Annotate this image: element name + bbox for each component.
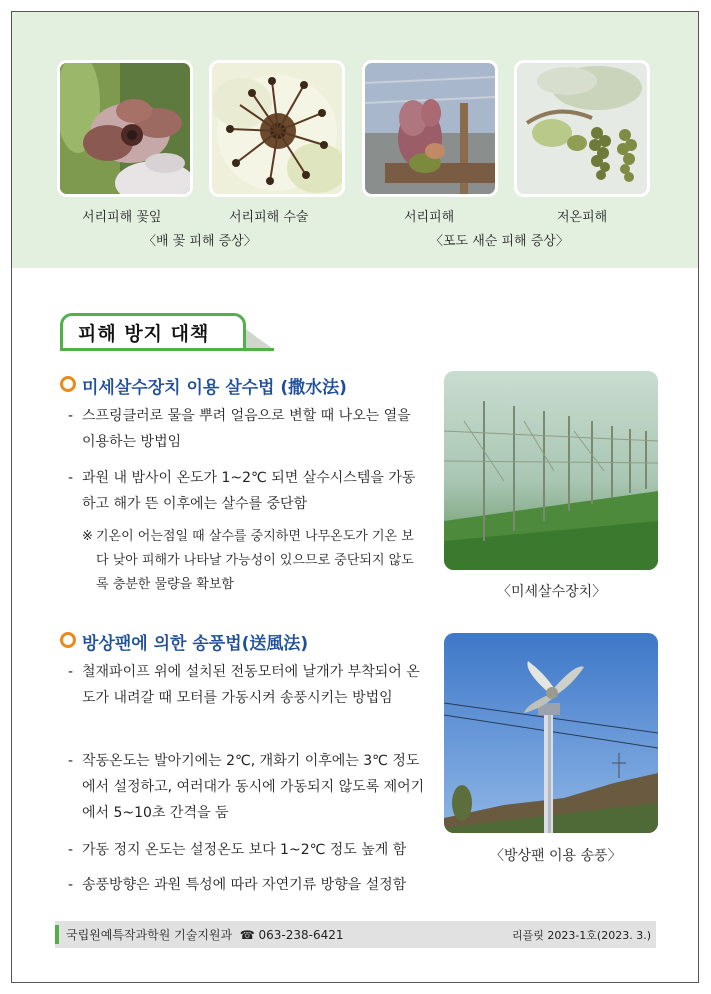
method-heading-sprinkling: 미세살수장치 이용 살수법 (撒水法) <box>60 373 347 398</box>
photo-caption-grape-cold: 저온피해 <box>557 210 608 225</box>
photo-pear-stamen-damage <box>209 60 345 197</box>
photo-caption-pear-stamen: 서리피해 수술 <box>229 210 309 225</box>
bullet-item: - 송풍방향은 과원 특성에 따라 자연기류 방향을 설정함 <box>68 877 407 893</box>
section-title: 피해 방지 대책 <box>78 323 210 345</box>
note-item: ※ 기온이 어는점일 때 살수를 중지하면 나무온도가 기온 보다 낮아 피해가 나타날 가능성이 있으므로 중단되지 않도록 충분한 물량을 확보함 <box>82 529 414 592</box>
bullet-item: - 스프링클러로 물을 뿌려 얼음으로 변할 때 나오는 열을 이용하는 방법임 <box>68 408 411 450</box>
group-caption-grape: 〈포도 새순 피해 증상〉 <box>430 234 569 249</box>
bullet-circle-icon <box>60 632 76 648</box>
photo-micro-sprinkler <box>444 371 658 570</box>
footer-accent-bar <box>55 925 59 944</box>
section-underline <box>60 348 274 351</box>
section-tab-wedge <box>243 327 273 349</box>
photo-grape-frost-damage <box>362 60 498 197</box>
photo-caption-micro-sprinkler: 〈미세살수장치〉 <box>497 584 607 600</box>
group-caption-pear: 〈배 꽃 피해 증상〉 <box>143 234 257 249</box>
photo-caption-grape-frost: 서리피해 <box>404 210 455 225</box>
footer-phone: ☎ 063-238-6421 <box>239 928 344 942</box>
footer-org: 국립원예특작과학원 기술지원과 ☎ 063-238-6421 <box>66 928 344 942</box>
bullet-circle-icon <box>60 376 76 392</box>
photo-caption-pear-petal: 서리피해 꽃잎 <box>82 210 162 225</box>
photo-caption-frost-fan: 〈방상팬 이용 송풍〉 <box>490 848 622 864</box>
bullet-item: - 작동온도는 발아기에는 2℃, 개화기 이후에는 3℃ 정도에서 설정하고, 여러대가 동시에 가동되지 않도록 제어기에서 5~10초 간격을 둠 <box>68 753 425 821</box>
bullet-item: - 철재파이프 위에 설치된 전동모터에 날개가 부착되어 온도가 내려갈 때 모터를 가동시켜 송풍시키는 방법임 <box>68 664 420 706</box>
photo-grape-cold-damage <box>514 60 650 197</box>
bullet-item: - 과원 내 밤사이 온도가 1~2℃ 되면 살수시스템을 가동하고 해가 뜬 이후에는 살수를 중단함 <box>68 470 416 512</box>
bullet-item: - 가동 정지 온도는 설정온도 보다 1~2℃ 정도 높게 함 <box>68 842 407 858</box>
footer-issue: 리플릿 2023-1호(2023. 3.) <box>511 929 651 942</box>
method-heading-fan: 방상팬에 의한 송풍법(送風法) <box>60 629 308 654</box>
photo-pear-petal-damage <box>57 60 193 197</box>
photo-frost-fan <box>444 633 658 833</box>
